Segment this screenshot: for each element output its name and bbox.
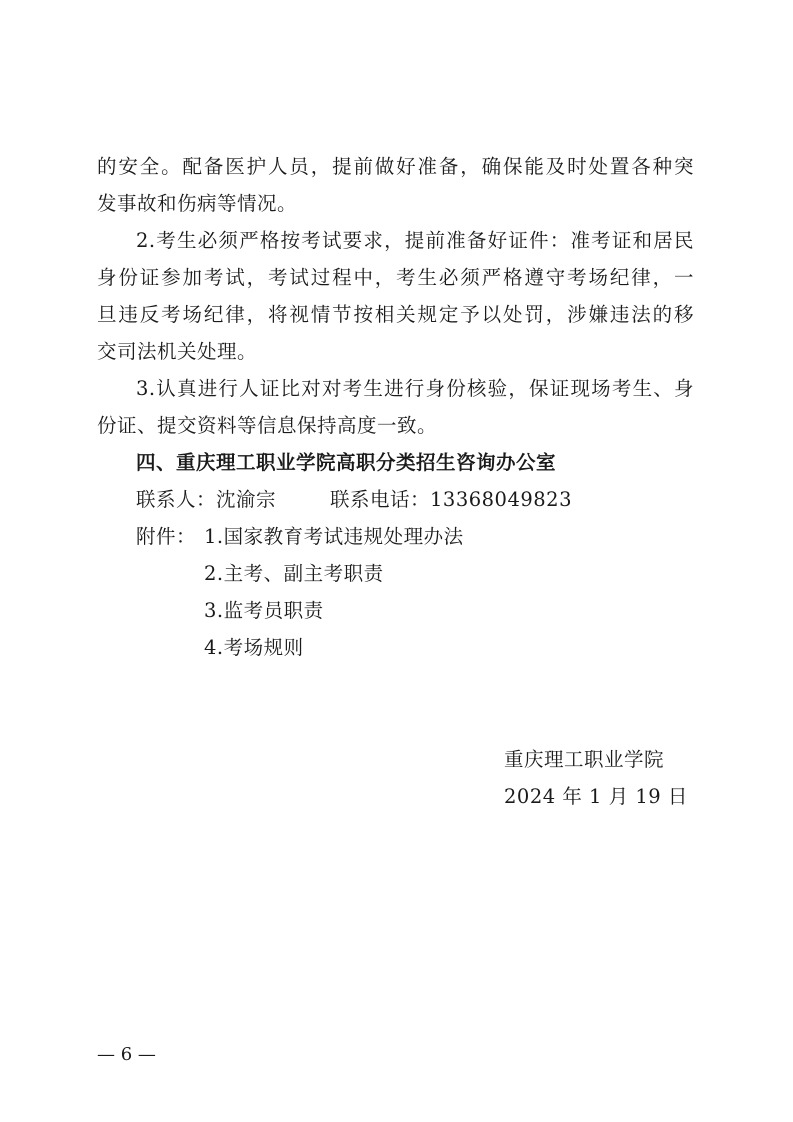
attachment-item-3: 3.监考员职责 [204, 599, 324, 622]
signature-date: 2024 年 1 月 19 日 [504, 785, 688, 808]
paragraph-2-line-2: 身份证参加考试，考试过程中，考生必须严格遵守考场纪律，一 [97, 266, 694, 289]
paragraph-3-line-1: 3.认真进行人证比对对考生进行身份核验，保证现场考生、身 [136, 377, 694, 400]
attachment-item-2: 2.主考、副主考职责 [204, 562, 384, 585]
paragraph-2-line-1: 2.考生必须严格按考试要求，提前准备好证件：准考证和居民 [136, 229, 694, 252]
page-number: — 6 — [97, 1044, 156, 1065]
signature-organization: 重庆理工职业学院 [504, 748, 665, 771]
contact-phone-label: 联系电话： [330, 488, 431, 511]
contact-person [136, 488, 276, 512]
paragraph-3-line-2: 份证、提交资料等信息保持高度一致。 [97, 414, 438, 437]
attachment-item-4: 4.考场规则 [204, 636, 304, 659]
section-heading: 四、重庆理工职业学院高职分类招生咨询办公室 [136, 451, 557, 474]
contact-person-label: 联系人： [136, 488, 217, 511]
paragraph-2-line-4: 交司法机关处理。 [97, 340, 258, 363]
attachments-label: 附件： [136, 525, 197, 548]
paragraph-2-line-3: 旦违反考场纪律，将视情节按相关规定予以处罚，涉嫌违法的移 [97, 303, 694, 326]
contact-phone-number: 13368049823 [430, 488, 572, 511]
paragraph-1-line-1: 的安全。配备医护人员，提前做好准备，确保能及时处置各种突 [97, 155, 694, 178]
paragraph-1-line-2: 发事故和伤病等情况。 [97, 192, 298, 215]
attachment-item-1: 1.国家教育考试违规处理办法 [204, 525, 464, 548]
contact-phone [330, 488, 572, 512]
contact-person-name: 沈渝宗 [216, 488, 277, 511]
